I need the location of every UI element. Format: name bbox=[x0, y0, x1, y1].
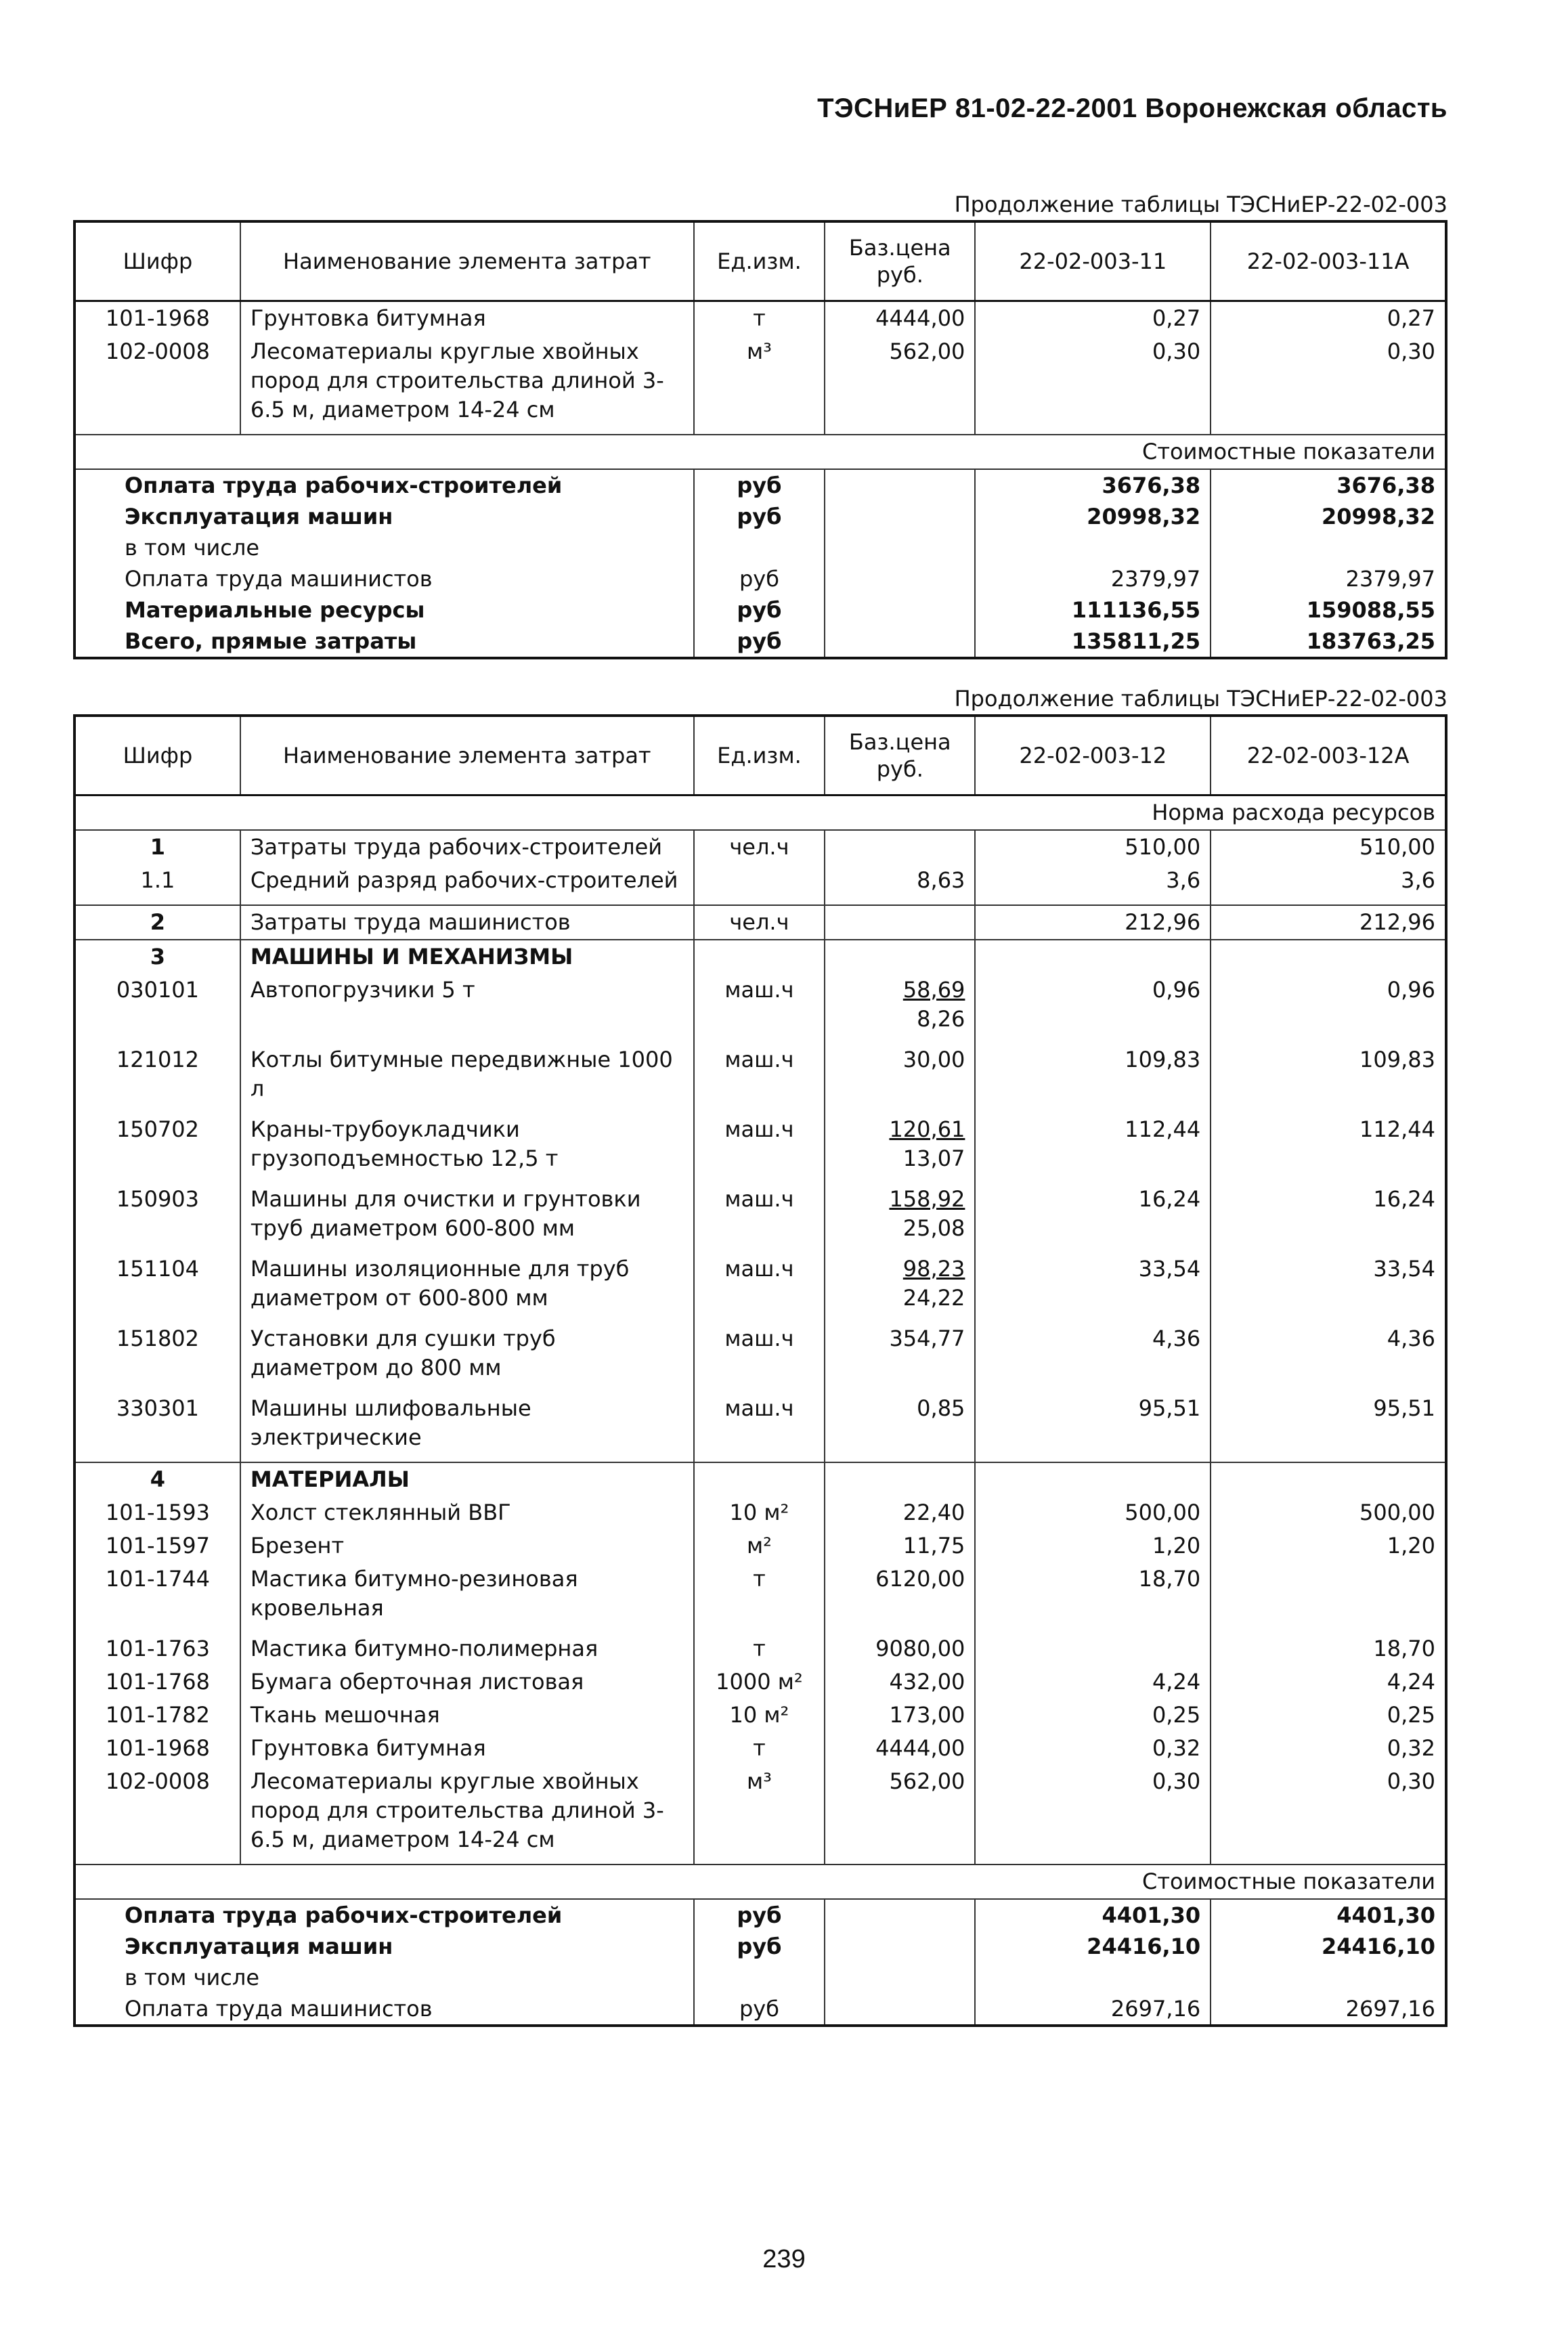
price-primary: 30,00 bbox=[902, 1047, 965, 1072]
summary-row bbox=[74, 626, 1446, 658]
cell-name: Бумага оберточная листовая bbox=[240, 1665, 694, 1699]
cell-price: 173,00 bbox=[825, 1699, 975, 1732]
price-primary: 120,61 bbox=[889, 1116, 965, 1142]
cell-name: Машины шлифовальные электрические bbox=[240, 1392, 694, 1462]
summary-value: 111136,55 bbox=[975, 594, 1211, 626]
cell-price: 432,00 bbox=[825, 1665, 975, 1699]
empty-cell bbox=[975, 940, 1211, 974]
summary-value: 2697,16 bbox=[975, 1993, 1211, 2026]
cell-value: 109,83 bbox=[1211, 1043, 1446, 1113]
cell-price bbox=[825, 905, 975, 940]
summary-label: Эксплуатация машин bbox=[74, 501, 694, 532]
section-row bbox=[74, 940, 1446, 974]
summary-unit: руб bbox=[694, 501, 825, 532]
summary-value: 3676,38 bbox=[975, 469, 1211, 501]
cell-unit: 10 м² bbox=[694, 1496, 825, 1529]
cell-price bbox=[825, 974, 975, 1043]
cell-value: 0,30 bbox=[975, 1765, 1211, 1865]
cell-unit: маш.ч bbox=[694, 1322, 825, 1392]
summary-empty bbox=[825, 469, 975, 501]
cell-price: 6120,00 bbox=[825, 1563, 975, 1632]
empty-cell bbox=[975, 1462, 1211, 1496]
cell-name: Машины изоляционные для труб диаметром от 600-800 мм bbox=[240, 1252, 694, 1322]
cell-code: 121012 bbox=[74, 1043, 240, 1113]
summary-unit bbox=[694, 1962, 825, 1993]
cell-value: 3,6 bbox=[975, 864, 1211, 905]
cell-value: 16,24 bbox=[1211, 1183, 1446, 1252]
summary-value bbox=[975, 1962, 1211, 1993]
price-secondary: 13,07 bbox=[902, 1146, 965, 1171]
summary-unit bbox=[694, 532, 825, 563]
cell-unit: маш.ч bbox=[694, 1252, 825, 1322]
cell-value: 500,00 bbox=[975, 1496, 1211, 1529]
cell-code: 101-1968 bbox=[74, 301, 240, 336]
cell-code: 151802 bbox=[74, 1322, 240, 1392]
cell-code: 2 bbox=[74, 905, 240, 940]
band-label: Стоимостные показатели bbox=[74, 435, 1446, 469]
cell-code: 102-0008 bbox=[74, 1765, 240, 1865]
cell-name: Грунтовка битумная bbox=[240, 301, 694, 336]
table-row bbox=[74, 1496, 1446, 1529]
cell-code: 101-1782 bbox=[74, 1699, 240, 1732]
cell-name: Котлы битумные передвижные 1000 л bbox=[240, 1043, 694, 1113]
band-row bbox=[74, 1865, 1446, 1899]
column-header: Наименование элемента затрат bbox=[240, 716, 694, 795]
summary-row bbox=[74, 1931, 1446, 1962]
summary-label: в том числе bbox=[74, 532, 694, 563]
summary-value bbox=[975, 532, 1211, 563]
cell-value: 0,25 bbox=[975, 1699, 1211, 1732]
cell-value: 1,20 bbox=[975, 1529, 1211, 1563]
cell-unit: маш.ч bbox=[694, 1043, 825, 1113]
cell-unit: 1000 м² bbox=[694, 1665, 825, 1699]
cell-value: 510,00 bbox=[975, 830, 1211, 864]
summary-unit: руб bbox=[694, 469, 825, 501]
cell-name: Установки для сушки труб диаметром до 800 мм bbox=[240, 1322, 694, 1392]
table-row bbox=[74, 1183, 1446, 1252]
table-row bbox=[74, 905, 1446, 940]
cell-code: 330301 bbox=[74, 1392, 240, 1462]
cell-value: 33,54 bbox=[975, 1252, 1211, 1322]
cell-code: 102-0008 bbox=[74, 335, 240, 435]
cell-name: Брезент bbox=[240, 1529, 694, 1563]
summary-empty bbox=[825, 563, 975, 594]
empty-cell bbox=[825, 940, 975, 974]
section-title: МАТЕРИАЛЫ bbox=[240, 1462, 694, 1496]
cell-name: Машины для очистки и грунтовки труб диаметром 600-800 мм bbox=[240, 1183, 694, 1252]
cell-unit: т bbox=[694, 1732, 825, 1765]
cell-code: 101-1744 bbox=[74, 1563, 240, 1632]
table-row bbox=[74, 1732, 1446, 1765]
cell-code: 101-1593 bbox=[74, 1496, 240, 1529]
section-row bbox=[74, 1462, 1446, 1496]
cell-name: Грунтовка битумная bbox=[240, 1732, 694, 1765]
summary-label: в том числе bbox=[74, 1962, 694, 1993]
price-secondary: 24,22 bbox=[902, 1285, 965, 1311]
cell-value bbox=[975, 1632, 1211, 1665]
cell-code: 1 bbox=[74, 830, 240, 864]
summary-value: 24416,10 bbox=[1211, 1931, 1446, 1962]
summary-value: 4401,30 bbox=[1211, 1899, 1446, 1931]
cell-value: 510,00 bbox=[1211, 830, 1446, 864]
cell-unit: маш.ч bbox=[694, 974, 825, 1043]
cell-price bbox=[825, 1043, 975, 1113]
summary-label: Оплата труда машинистов bbox=[74, 563, 694, 594]
table1-caption: Продолжение таблицы ТЭСНиЕР-22-02-003 bbox=[954, 192, 1447, 217]
column-header: Ед.изм. bbox=[694, 716, 825, 795]
summary-label: Оплата труда рабочих-строителей bbox=[74, 1899, 694, 1931]
summary-label: Всего, прямые затраты bbox=[74, 626, 694, 658]
cell-value: 0,30 bbox=[1211, 335, 1446, 435]
table1-header-row bbox=[74, 221, 1446, 301]
column-header: 22-02-003-12 bbox=[975, 716, 1211, 795]
price-primary: 354,77 bbox=[889, 1326, 965, 1351]
cell-value: 0,96 bbox=[1211, 974, 1446, 1043]
cell-value: 500,00 bbox=[1211, 1496, 1446, 1529]
empty-cell bbox=[1211, 940, 1446, 974]
table2-header-row bbox=[74, 716, 1446, 795]
cell-name: Мастика битумно-полимерная bbox=[240, 1632, 694, 1665]
summary-value: 4401,30 bbox=[975, 1899, 1211, 1931]
column-header: 22-02-003-11А bbox=[1211, 221, 1446, 301]
cell-value: 95,51 bbox=[1211, 1392, 1446, 1462]
summary-empty bbox=[825, 1899, 975, 1931]
cell-code: 030101 bbox=[74, 974, 240, 1043]
cell-value bbox=[1211, 1563, 1446, 1632]
summary-row bbox=[74, 563, 1446, 594]
summary-unit: руб bbox=[694, 594, 825, 626]
price-primary: 0,85 bbox=[917, 1395, 965, 1421]
price-secondary: 8,26 bbox=[917, 1006, 965, 1032]
summary-unit: руб bbox=[694, 1993, 825, 2026]
table-row bbox=[74, 1665, 1446, 1699]
price-primary: 58,69 bbox=[902, 977, 965, 1003]
cell-price bbox=[825, 1252, 975, 1322]
cell-value: 4,24 bbox=[1211, 1665, 1446, 1699]
summary-unit: руб bbox=[694, 626, 825, 658]
cell-unit: т bbox=[694, 1632, 825, 1665]
cell-value: 0,27 bbox=[1211, 301, 1446, 336]
summary-value: 135811,25 bbox=[975, 626, 1211, 658]
summary-value bbox=[1211, 532, 1446, 563]
summary-unit: руб bbox=[694, 1931, 825, 1962]
empty-cell bbox=[825, 1462, 975, 1496]
empty-cell bbox=[1211, 1462, 1446, 1496]
summary-empty bbox=[825, 501, 975, 532]
column-header: Наименование элемента затрат bbox=[240, 221, 694, 301]
summary-value: 2379,97 bbox=[975, 563, 1211, 594]
table-row bbox=[74, 1699, 1446, 1732]
table-row bbox=[74, 864, 1446, 905]
summary-row bbox=[74, 1899, 1446, 1931]
cell-unit: т bbox=[694, 1563, 825, 1632]
cell-name: Холст стеклянный ВВГ bbox=[240, 1496, 694, 1529]
summary-row bbox=[74, 501, 1446, 532]
summary-value: 20998,32 bbox=[975, 501, 1211, 532]
machines-section bbox=[74, 974, 1446, 1462]
cell-name: Затраты труда рабочих-строителей bbox=[240, 830, 694, 864]
cell-code: 101-1968 bbox=[74, 1732, 240, 1765]
section-code: 3 bbox=[74, 940, 240, 974]
table-row bbox=[74, 1322, 1446, 1392]
cell-unit: м² bbox=[694, 1529, 825, 1563]
column-header: 22-02-003-11 bbox=[975, 221, 1211, 301]
table-row bbox=[74, 1113, 1446, 1183]
cell-value: 16,24 bbox=[975, 1183, 1211, 1252]
cell-value: 109,83 bbox=[975, 1043, 1211, 1113]
cell-name: Лесоматериалы круглые хвойных пород для строительства длиной 3-6.5 м, диаметром 14-24 см bbox=[240, 335, 694, 435]
summary-row bbox=[74, 1962, 1446, 1993]
page-header-title: ТЭСНиЕР 81-02-22-2001 Воронежская область bbox=[817, 93, 1447, 123]
cell-unit: чел.ч bbox=[694, 830, 825, 864]
cell-unit: т bbox=[694, 301, 825, 336]
cell-code: 150702 bbox=[74, 1113, 240, 1183]
summary-value: 183763,25 bbox=[1211, 626, 1446, 658]
cell-value: 0,27 bbox=[975, 301, 1211, 336]
table-row bbox=[74, 1563, 1446, 1632]
table-row bbox=[74, 335, 1446, 435]
summary-unit: руб bbox=[694, 1899, 825, 1931]
price-primary: 158,92 bbox=[889, 1186, 965, 1212]
cell-price bbox=[825, 1392, 975, 1462]
cell-price bbox=[825, 1113, 975, 1183]
cell-name: Ткань мешочная bbox=[240, 1699, 694, 1732]
table2-caption: Продолжение таблицы ТЭСНиЕР-22-02-003 bbox=[954, 686, 1447, 712]
cell-value: 212,96 bbox=[975, 905, 1211, 940]
price-secondary: 25,08 bbox=[902, 1215, 965, 1241]
cell-value: 18,70 bbox=[975, 1563, 1211, 1632]
cell-name: Краны-трубоукладчики грузоподъемностью 12,5 т bbox=[240, 1113, 694, 1183]
section-code: 4 bbox=[74, 1462, 240, 1496]
cell-price bbox=[825, 1322, 975, 1392]
cell-value: 0,25 bbox=[1211, 1699, 1446, 1732]
summary-row bbox=[74, 1993, 1446, 2026]
cell-unit: м³ bbox=[694, 1765, 825, 1865]
table-row bbox=[74, 830, 1446, 864]
cell-unit: 10 м² bbox=[694, 1699, 825, 1732]
cell-value: 18,70 bbox=[1211, 1632, 1446, 1665]
cell-price: 4444,00 bbox=[825, 1732, 975, 1765]
summary-value bbox=[1211, 1962, 1446, 1993]
cell-value: 4,24 bbox=[975, 1665, 1211, 1699]
cell-value: 0,32 bbox=[975, 1732, 1211, 1765]
cell-price: 22,40 bbox=[825, 1496, 975, 1529]
cell-unit bbox=[694, 864, 825, 905]
cell-code: 1.1 bbox=[74, 864, 240, 905]
cell-name: Мастика битумно-резиновая кровельная bbox=[240, 1563, 694, 1632]
cell-unit: чел.ч bbox=[694, 905, 825, 940]
table-row bbox=[74, 1392, 1446, 1462]
table-row bbox=[74, 1529, 1446, 1563]
band-row bbox=[74, 795, 1446, 831]
cell-price: 562,00 bbox=[825, 335, 975, 435]
cell-value: 4,36 bbox=[1211, 1322, 1446, 1392]
cell-value: 33,54 bbox=[1211, 1252, 1446, 1322]
page-number: 239 bbox=[762, 2245, 806, 2273]
cell-price: 9080,00 bbox=[825, 1632, 975, 1665]
table-row bbox=[74, 1043, 1446, 1113]
section-title: МАШИНЫ И МЕХАНИЗМЫ bbox=[240, 940, 694, 974]
cell-code: 101-1763 bbox=[74, 1632, 240, 1665]
cell-value: 1,20 bbox=[1211, 1529, 1446, 1563]
empty-cell bbox=[694, 1462, 825, 1496]
cell-price: 4444,00 bbox=[825, 301, 975, 336]
column-header: Шифр bbox=[74, 716, 240, 795]
cell-value: 112,44 bbox=[1211, 1113, 1446, 1183]
summary-unit: руб bbox=[694, 563, 825, 594]
column-header: Баз.цена руб. bbox=[825, 716, 975, 795]
summary-value: 159088,55 bbox=[1211, 594, 1446, 626]
cell-name: Средний разряд рабочих-строителей bbox=[240, 864, 694, 905]
band-row bbox=[74, 435, 1446, 469]
cell-price: 562,00 bbox=[825, 1765, 975, 1865]
table1 bbox=[73, 220, 1447, 659]
cell-name: Автопогрузчики 5 т bbox=[240, 974, 694, 1043]
cell-value: 0,32 bbox=[1211, 1732, 1446, 1765]
cell-value: 112,44 bbox=[975, 1113, 1211, 1183]
summary-empty bbox=[825, 626, 975, 658]
cell-unit: маш.ч bbox=[694, 1183, 825, 1252]
table-row bbox=[74, 1252, 1446, 1322]
summary-empty bbox=[825, 1962, 975, 1993]
cell-price: 11,75 bbox=[825, 1529, 975, 1563]
column-header: Баз.цена руб. bbox=[825, 221, 975, 301]
summary-row bbox=[74, 532, 1446, 563]
summary-empty bbox=[825, 532, 975, 563]
summary-value: 3676,38 bbox=[1211, 469, 1446, 501]
cell-unit: маш.ч bbox=[694, 1392, 825, 1462]
cell-code: 101-1597 bbox=[74, 1529, 240, 1563]
summary-empty bbox=[825, 1993, 975, 2026]
column-header: Шифр bbox=[74, 221, 240, 301]
summary-label: Эксплуатация машин bbox=[74, 1931, 694, 1962]
column-header: 22-02-003-12А bbox=[1211, 716, 1446, 795]
cell-value: 4,36 bbox=[975, 1322, 1211, 1392]
summary-value: 20998,32 bbox=[1211, 501, 1446, 532]
summary-row bbox=[74, 469, 1446, 501]
summary-section bbox=[74, 1899, 1446, 2026]
cell-name: Затраты труда машинистов bbox=[240, 905, 694, 940]
band-label: Норма расхода ресурсов bbox=[74, 795, 1446, 831]
cell-value: 0,30 bbox=[1211, 1765, 1446, 1865]
empty-cell bbox=[694, 940, 825, 974]
column-header: Ед.изм. bbox=[694, 221, 825, 301]
cell-price bbox=[825, 830, 975, 864]
summary-value: 2697,16 bbox=[1211, 1993, 1446, 2026]
summary-label: Материальные ресурсы bbox=[74, 594, 694, 626]
cell-value: 3,6 bbox=[1211, 864, 1446, 905]
summary-label: Оплата труда рабочих-строителей bbox=[74, 469, 694, 501]
cell-price bbox=[825, 1183, 975, 1252]
summary-row bbox=[74, 594, 1446, 626]
table-row bbox=[74, 301, 1446, 336]
summary-value: 24416,10 bbox=[975, 1931, 1211, 1962]
cell-code: 151104 bbox=[74, 1252, 240, 1322]
summary-empty bbox=[825, 594, 975, 626]
summary-value: 2379,97 bbox=[1211, 563, 1446, 594]
band-label: Стоимостные показатели bbox=[74, 1865, 1446, 1899]
cell-value: 0,96 bbox=[975, 974, 1211, 1043]
cell-price: 8,63 bbox=[825, 864, 975, 905]
cell-name: Лесоматериалы круглые хвойных пород для строительства длиной 3-6.5 м, диаметром 14-24 см bbox=[240, 1765, 694, 1865]
summary-empty bbox=[825, 1931, 975, 1962]
summary-label: Оплата труда машинистов bbox=[74, 1993, 694, 2026]
cell-code: 150903 bbox=[74, 1183, 240, 1252]
cell-code: 101-1768 bbox=[74, 1665, 240, 1699]
table-row bbox=[74, 1632, 1446, 1665]
cell-value: 212,96 bbox=[1211, 905, 1446, 940]
table2 bbox=[73, 714, 1447, 2027]
price-primary: 98,23 bbox=[902, 1256, 965, 1282]
materials-section bbox=[74, 1496, 1446, 1865]
table-row bbox=[74, 974, 1446, 1043]
cell-value: 95,51 bbox=[975, 1392, 1211, 1462]
cell-value: 0,30 bbox=[975, 335, 1211, 435]
cell-unit: м³ bbox=[694, 335, 825, 435]
cell-unit: маш.ч bbox=[694, 1113, 825, 1183]
table-row bbox=[74, 1765, 1446, 1865]
